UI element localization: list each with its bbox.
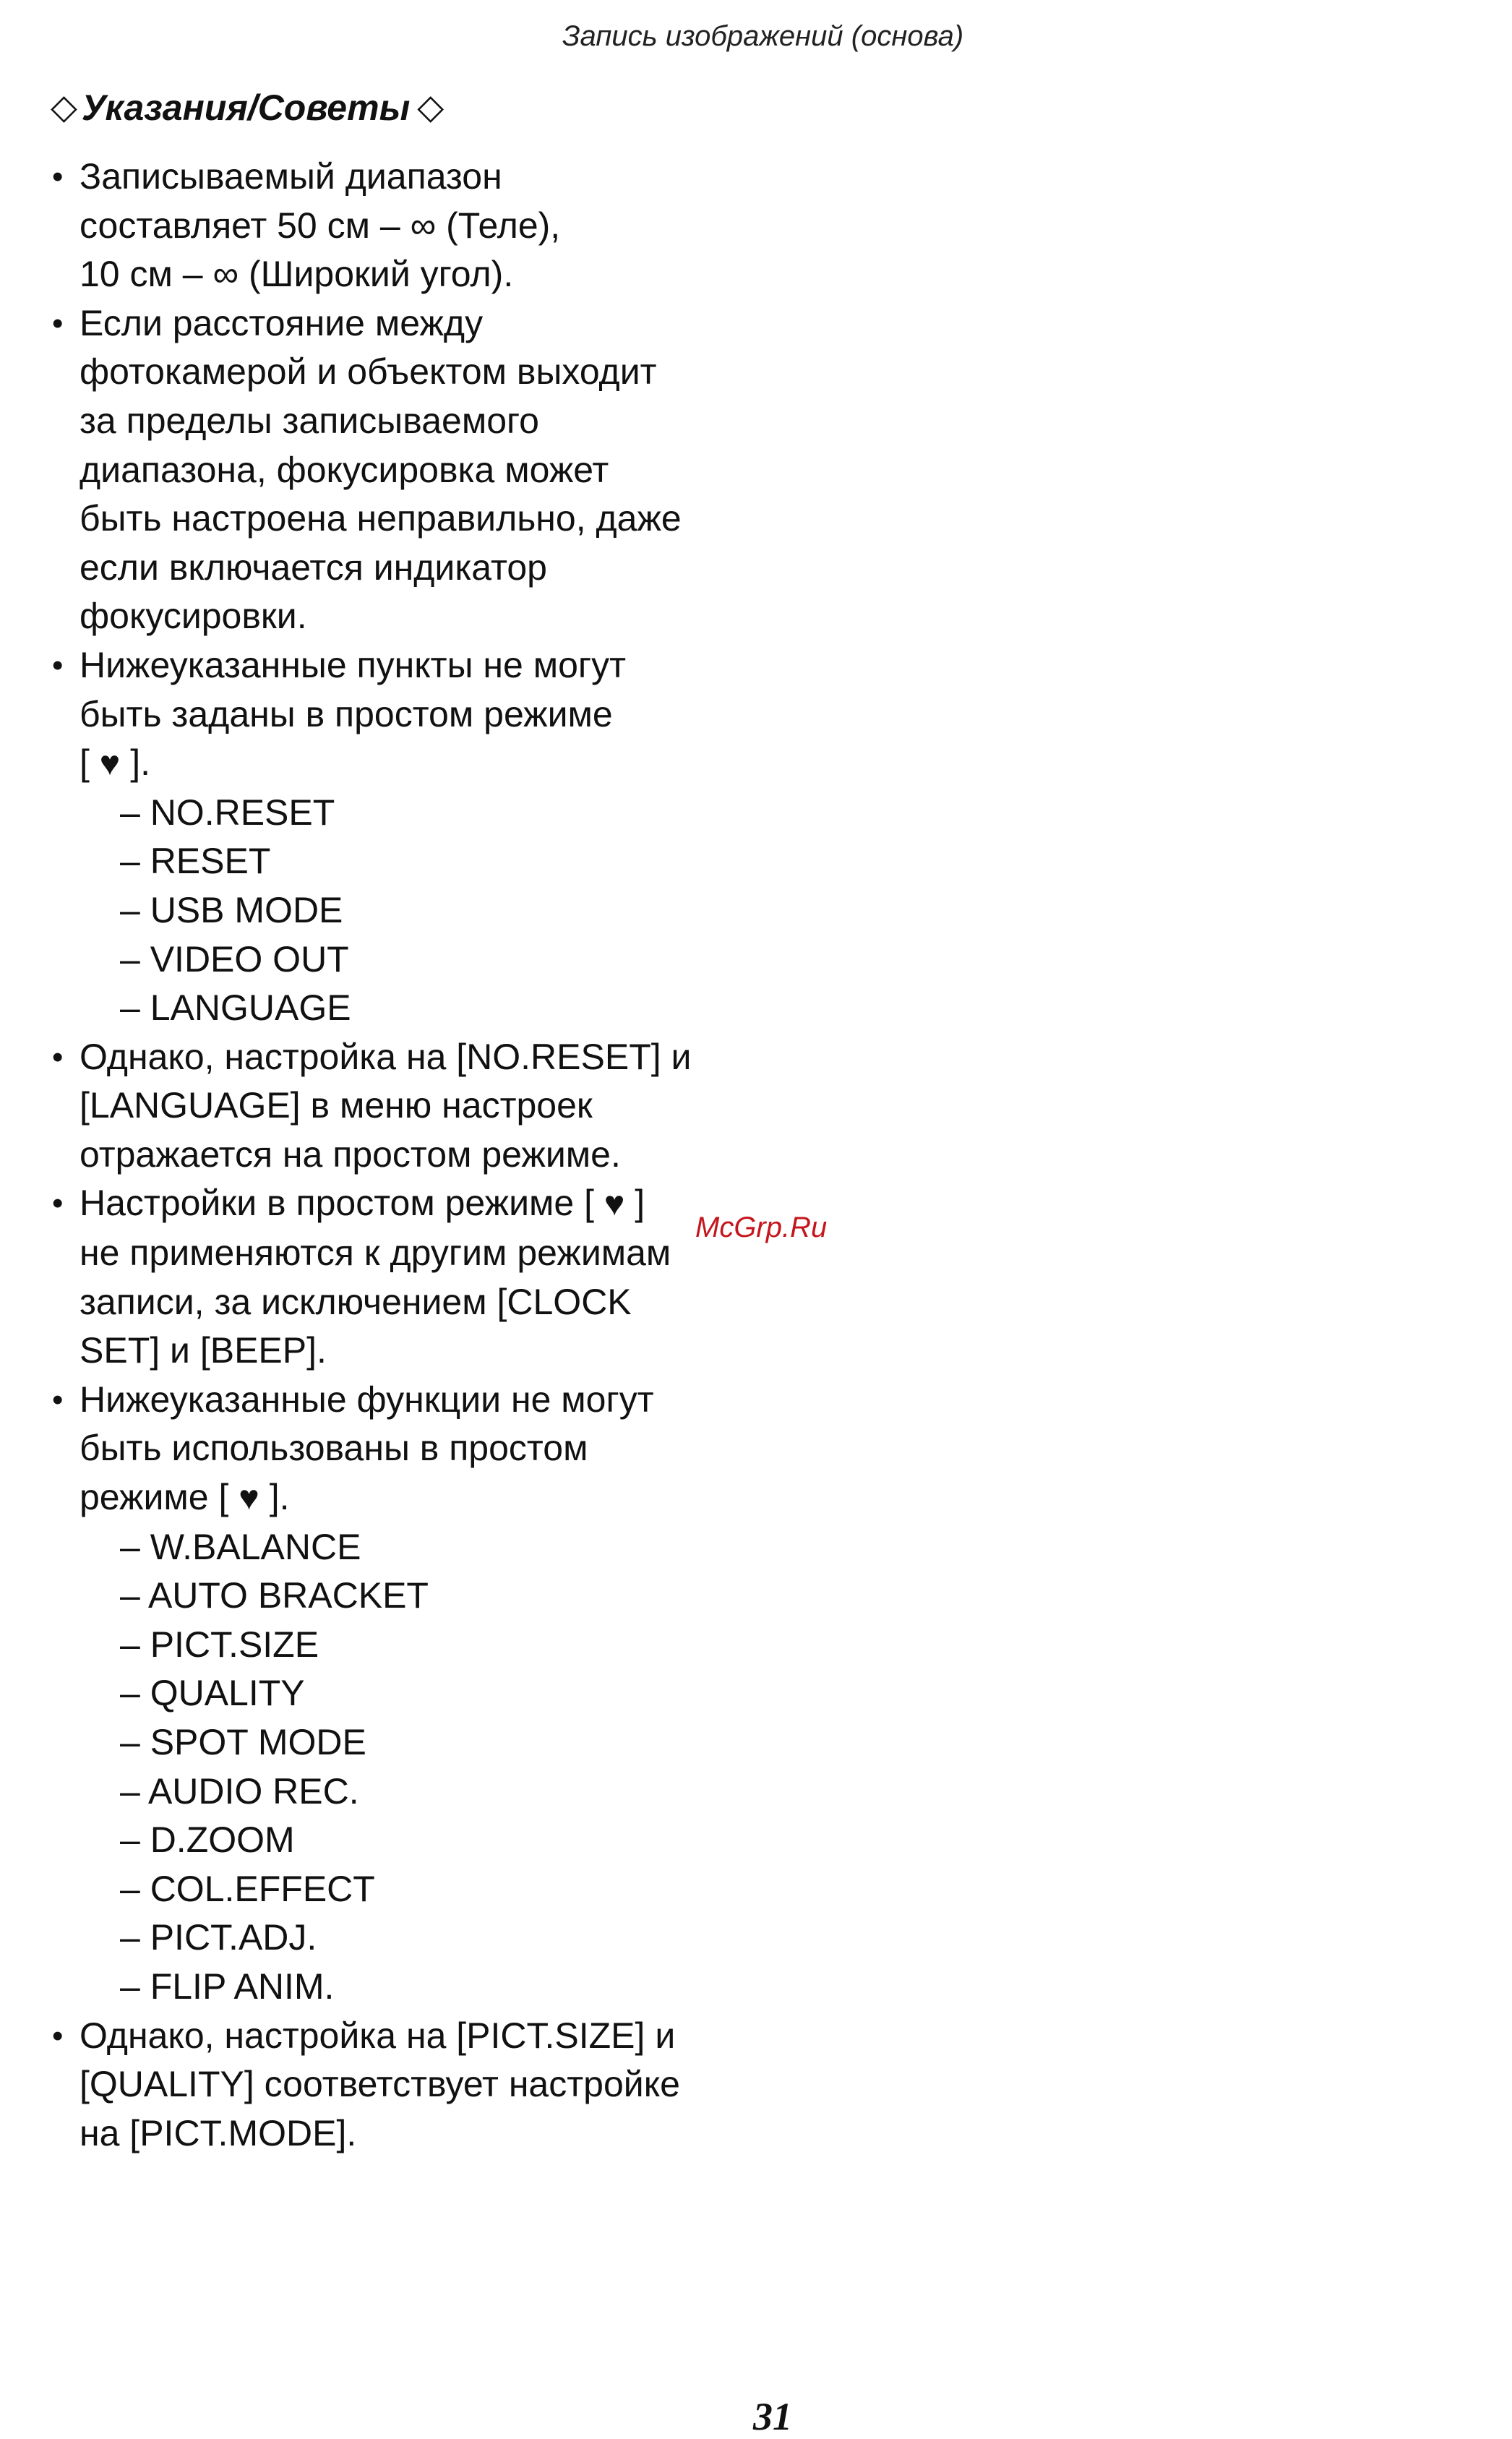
- text-line: если включается индикатор: [80, 546, 547, 588]
- text-line: отражается на простом режиме.: [80, 1133, 621, 1175]
- bullet-icon: •: [52, 1039, 64, 1075]
- sub-list-item: – RESET: [120, 841, 271, 882]
- bracket-close: ].: [120, 742, 150, 784]
- text-line: фокусировки.: [80, 596, 307, 637]
- text-fragment: Настройки в простом режиме [: [80, 1183, 604, 1224]
- text-line: быть настроена неправильно, даже: [80, 498, 682, 539]
- bullet-icon: •: [52, 2018, 64, 2054]
- section-header: Запись изображений (основа): [562, 20, 964, 52]
- text-line: [80, 1473, 773, 1523]
- bracket-close: ]: [624, 1183, 645, 1224]
- sub-list-item: – USB MODE: [120, 889, 343, 930]
- bullet-icon: •: [52, 1381, 64, 1418]
- bracket-close: ].: [259, 1477, 290, 1518]
- bracket-open: [: [80, 742, 100, 784]
- diamond-right-icon: ◇: [417, 88, 444, 127]
- sub-list-item: – COL.EFFECT: [120, 1868, 375, 1909]
- text-line: [LANGUAGE] в меню настроек: [80, 1085, 593, 1126]
- heart-icon: ♥: [603, 1185, 625, 1224]
- list-item: [51, 153, 773, 299]
- sub-list-item: – PICT.SIZE: [120, 1624, 319, 1665]
- text-line: быть использованы в простом: [80, 1428, 588, 1469]
- list-item: [51, 299, 773, 641]
- text-line: Однако, настройка на [NO.RESET] и: [80, 1036, 692, 1077]
- sub-list-item: – QUALITY: [120, 1673, 305, 1714]
- text-line: Записываемый диапазон: [80, 156, 502, 197]
- text-line: [80, 1179, 773, 1229]
- text-line: фотокамерой и объектом выходит: [80, 351, 657, 393]
- text-line: Если расстояние между: [80, 302, 484, 343]
- sub-list-item: – SPOT MODE: [120, 1722, 366, 1762]
- list-item: [51, 1179, 773, 1375]
- text-line: 10 см – ∞ (Широкий угол).: [80, 254, 514, 295]
- list-item: [51, 1376, 773, 2012]
- text-line: не применяются к другим режимам: [80, 1233, 671, 1274]
- text-line: диапазона, фокусировка может: [80, 449, 609, 490]
- tips-list: [51, 153, 773, 2158]
- heart-icon: ♥: [239, 1479, 259, 1518]
- text-line: Однако, настройка на [PICT.SIZE] и: [80, 2015, 676, 2056]
- bullet-icon: •: [52, 1186, 64, 1222]
- heart-icon: ♥: [99, 745, 121, 784]
- sub-list-item: – AUDIO REC.: [120, 1770, 359, 1812]
- text-line: быть заданы в простом режиме: [80, 693, 613, 734]
- text-line: SET] и [BEEP].: [80, 1330, 327, 1371]
- text-line: [80, 739, 773, 789]
- sub-list-item: – NO.RESET: [120, 792, 335, 833]
- bullet-icon: •: [52, 305, 64, 341]
- text-line: составляет 50 см – ∞ (Теле),: [80, 205, 561, 246]
- diamond-left-icon: ◇: [51, 88, 77, 127]
- sub-list-item: – D.ZOOM: [120, 1819, 295, 1861]
- sub-list-item: – VIDEO OUT: [120, 938, 349, 980]
- sub-list-item: – W.BALANCE: [120, 1526, 361, 1567]
- text-line: Нижеуказанные пункты не могут: [80, 644, 627, 685]
- sub-list-item: – LANGUAGE: [120, 987, 351, 1029]
- sub-list-item: – FLIP ANIM.: [120, 1966, 335, 2007]
- text-line: записи, за исключением [CLOCK: [80, 1281, 632, 1322]
- bullet-icon: •: [52, 159, 64, 194]
- list-item: [51, 1033, 773, 1180]
- sub-list-item: – AUTO BRACKET: [120, 1575, 429, 1616]
- watermark-link[interactable]: McGrp.Ru: [695, 1212, 828, 1243]
- sub-list-item: – PICT.ADJ.: [120, 1917, 317, 1958]
- list-item: [51, 641, 773, 1033]
- text-line: за пределы записываемого: [80, 400, 539, 441]
- page-number: 31: [753, 2395, 792, 2438]
- tips-heading-title: Указания/Советы: [81, 87, 411, 128]
- text-line: на [PICT.MODE].: [80, 2112, 357, 2153]
- tips-heading: [51, 87, 444, 129]
- bullet-icon: •: [52, 647, 64, 683]
- text-line: [QUALITY] соответствует настройке: [80, 2064, 680, 2105]
- text-fragment: режиме [: [80, 1477, 239, 1518]
- text-line: Нижеуказанные функции не могут: [80, 1379, 654, 1420]
- list-item: [51, 2012, 773, 2159]
